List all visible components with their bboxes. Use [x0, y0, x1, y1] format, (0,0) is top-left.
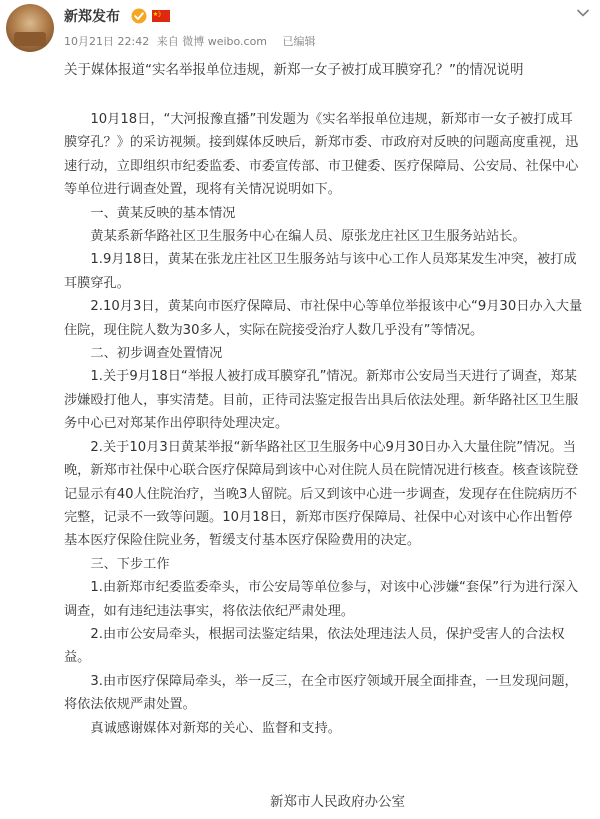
section-heading-1: 一、黄某反映的基本情况 — [90, 205, 236, 221]
paragraph-intro: 10月18日，“大河报豫直播”刊发题为《实名举报单位违规，新郑市一女子被打成耳膜穿孔？》的采访视频。接到媒体反映后，新郑市委、市政府对反映的问题高度重视，迅速行动，立即组织市纪委监委、市委宣传部、市卫健委、医疗保障局、公安局、社保中心等单位进行调查处置，现将有关情况说明如下。 — [64, 112, 579, 198]
paragraph: 2.关于10月3日黄某举报“新华路社区卫生服务中心9月30日办入大量住院”情况。当晚，新郑市社保中心联合医疗保障局到该中心对住院人员在院情况进行核查。核查该院登记显示有40人住院治疗，当晚3人留院。后又到该中心进一步调查，发现存在住院病历不完整，记录不一致等问题。10月18日，新郑市医疗保障局、社保中心对该中心作出暂停基本医疗保险住院业务，暂缓支付基本医疗保险费用的决定。 — [64, 439, 579, 549]
avatar[interactable] — [6, 4, 54, 52]
chevron-down-icon[interactable] — [576, 8, 590, 18]
post-title: 关于媒体报道“实名举报单位违规，新郑一女子被打成耳膜穿孔？”的情况说明 — [64, 62, 524, 78]
post-source: 来自 微博 weibo.com — [156, 35, 268, 48]
post-header — [0, 0, 600, 60]
section-heading-3: 三、下步工作 — [90, 556, 170, 572]
section-heading-2: 二、初步调查处置情况 — [90, 346, 223, 362]
post-date[interactable]: 10月21日 22:42 — [64, 35, 150, 48]
signature: 新郑市人民政府办公室 — [270, 794, 405, 810]
china-flag-icon — [152, 10, 170, 22]
paragraph: 1.9月18日，黄某在张龙庄社区卫生服务站与该中心工作人员郑某发生冲突，被打成耳膜穿孔。 — [64, 252, 577, 291]
paragraph: 黄某系新华路社区卫生服务中心在编人员、原张龙庄社区卫生服务站站长。 — [90, 229, 526, 245]
paragraph: 1.关于9月18日“举报人被打成耳膜穿孔”情况。新郑市公安局当天进行了调查，郑某涉嫌殴打他人，事实清楚。目前，正待司法鉴定报告出具后依法处理。新华路社区卫生服务中心已对郑某作出停职待处理决定。 — [64, 369, 579, 432]
paragraph: 1.由新郑市纪委监委牵头，市公安局等单位参与，对该中心涉嫌“套保”行为进行深入调查，如有违纪违法事实，将依法依纪严肃处理。 — [64, 580, 579, 619]
verified-icon — [131, 8, 147, 24]
edited-label[interactable]: 已编辑 — [282, 35, 316, 48]
author-name[interactable]: 新郑发布 — [64, 9, 120, 25]
paragraph: 3.由市医疗保障局牵头，举一反三，在全市医疗领域开展全面排查，一旦发现问题，将依法依规严肃处置。 — [64, 673, 578, 713]
paragraph: 2.由市公安局牵头，根据司法鉴定结果，依法处理违法人员，保护受害人的合法权益。 — [64, 626, 565, 666]
post-meta — [64, 33, 320, 49]
post-content — [64, 108, 584, 740]
paragraph-thanks: 真诚感谢媒体对新郑的关心、监督和支持。 — [90, 720, 341, 736]
paragraph: 2.10月3日，黄某向市医疗保障局、市社保中心等单位举报该中心“9月30日办入大量住院，现住院人数为30多人，实际在院接受治疗人数几乎没有”等情况。 — [64, 299, 583, 338]
